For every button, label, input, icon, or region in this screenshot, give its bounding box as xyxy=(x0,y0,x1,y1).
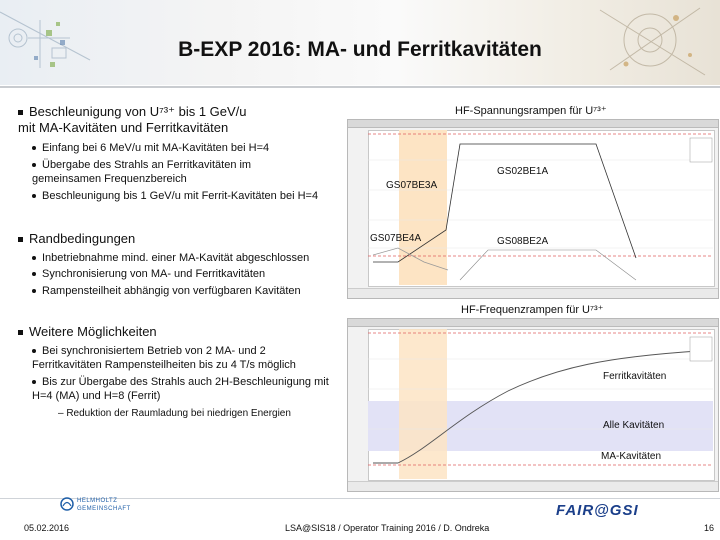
label-gs07be3a: GS07BE3A xyxy=(386,180,438,191)
helmholtz-logo: HELMHOLTZ GEMEINSCHAFT xyxy=(60,497,74,516)
legend-box xyxy=(690,138,712,162)
bullet-dot-icon xyxy=(32,194,36,198)
frequency-plot-graphics xyxy=(368,329,713,479)
bullet-square-icon xyxy=(18,110,23,115)
section-3-sub-bullet: – Reduktion der Raumladung bei niedrigen Energien xyxy=(58,408,291,419)
bullet-dot-icon xyxy=(32,163,36,167)
section-2-bullet-3: Rampensteilheit abhängig von verfügbaren Kavitäten xyxy=(32,284,362,298)
helmholtz-emblem-icon xyxy=(60,497,74,511)
section-3-bullet-2: Bis zur Übergabe des Strahls auch 2H-Beschleunigung mit H=4 (MA) und H=8 (Ferrit) xyxy=(32,376,329,402)
highlight-band xyxy=(399,329,447,479)
footer-date: 05.02.2016 xyxy=(24,523,70,533)
screenshot-titlebar xyxy=(348,120,718,128)
header-divider xyxy=(0,86,720,88)
voltage-ramp-trace xyxy=(460,250,636,280)
label-gs07be4a: GS07BE4A xyxy=(370,233,422,244)
voltage-ramp-screenshot xyxy=(347,119,719,299)
screenshot-titlebar xyxy=(348,319,718,327)
label-gs02be1a: GS02BE1A xyxy=(497,166,549,177)
voltage-plot-graphics xyxy=(368,130,713,285)
section-2-heading: Randbedingungen xyxy=(18,231,258,247)
screenshot-statusbar xyxy=(348,481,718,491)
fair-gsi-logo: FAIR@GSI xyxy=(556,502,639,519)
section-2-bullet-1: Inbetriebnahme mind. einer MA-Kavität abgeschlossen xyxy=(32,251,362,265)
section-2-bullet-2: Synchronisierung von MA- und Ferritkavitäten xyxy=(32,267,362,281)
bullet-dot-icon xyxy=(32,272,36,276)
bullet-square-icon xyxy=(18,330,23,335)
page-number: 16 xyxy=(704,523,715,533)
label-ferritkavitaeten: Ferritkavitäten xyxy=(603,371,667,382)
label-ma-kavitaeten: MA-Kavitäten xyxy=(601,451,662,462)
section-3-bullet-1: Bei synchronisiertem Betrieb von 2 MA- und 2 Ferritkavitäten Rampensteilheiten bis zu 4 T/s möglich xyxy=(32,345,296,371)
label-gs08be2a: GS08BE2A xyxy=(497,236,549,247)
screenshot-statusbar xyxy=(348,288,718,298)
footer-center: LSA@SIS18 / Operator Training 2016 / D. Ondreka xyxy=(285,523,490,533)
bullet-dot-icon xyxy=(32,349,36,353)
slide-title: B-EXP 2016: MA- und Ferritkavitäten xyxy=(178,38,542,61)
figure-bottom-caption: HF-Frequenzrampen für U⁷³⁺ xyxy=(461,304,604,316)
section-1-bullet-3: Beschleunigung bis 1 GeV/u mit Ferrit-Kavitäten bei H=4 xyxy=(32,189,362,203)
section-1-heading: Beschleunigung von U⁷³⁺ bis 1 GeV/u mit MA-Kavitäten und Ferritkavitäten xyxy=(18,104,247,135)
section-1-bullet-1: Einfang bei 6 MeV/u mit MA-Kavitäten bei H=4 xyxy=(32,141,352,155)
bullet-dot-icon xyxy=(32,146,36,150)
section-3-heading: Weitere Möglichkeiten xyxy=(18,324,258,340)
frequency-ramp-screenshot xyxy=(347,318,719,492)
bullet-dot-icon xyxy=(32,256,36,260)
section-1-bullet-2: Übergabe des Strahls an Ferritkavitäten im gemeinsamen Frequenzbereich xyxy=(32,159,252,185)
figure-top-caption: HF-Spannungsrampen für U⁷³⁺ xyxy=(455,105,607,117)
bullet-dot-icon xyxy=(32,289,36,293)
label-alle-kavitaeten: Alle Kavitäten xyxy=(603,420,665,431)
legend-box xyxy=(690,337,712,361)
bullet-square-icon xyxy=(18,237,23,242)
bullet-dot-icon xyxy=(32,380,36,384)
